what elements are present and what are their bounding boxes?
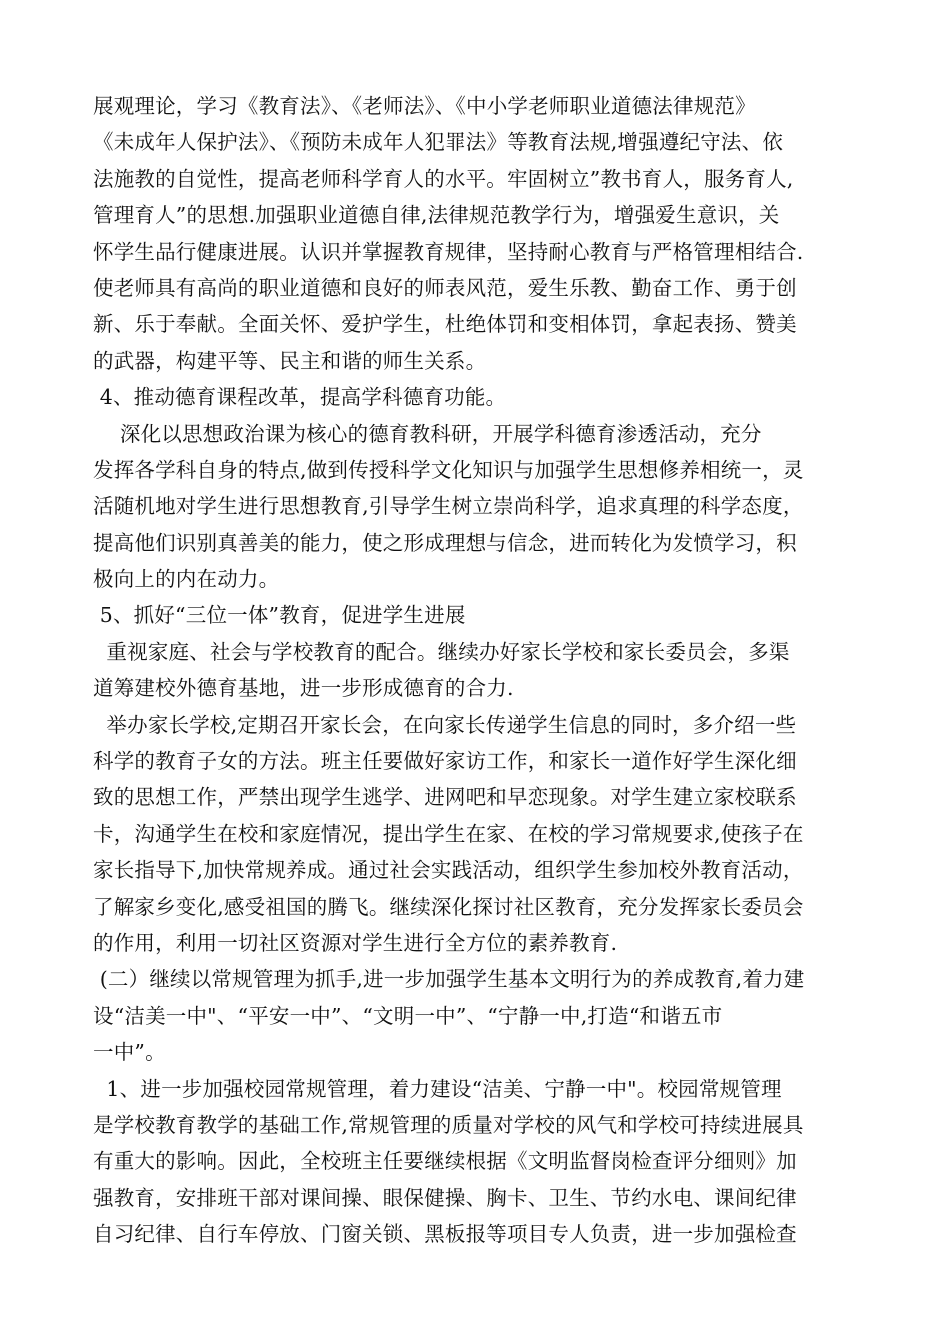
section-heading: (二）继续以常规管理为抓手,进一步加强学生基本文明行为的养成教育,着力建 bbox=[93, 967, 805, 992]
text-line: 使老师具有高尚的职业道德和良好的师表风范，爱生乐教、勤奋工作、勇于创 bbox=[93, 275, 797, 300]
text-line: 了解家乡变化,感受祖国的腾飞。继续深化探讨社区教育，充分发挥家长委员会 bbox=[93, 894, 804, 919]
text-line: 科学的教育子女的方法。班主任要做好家访工作，和家长一道作好学生深化细 bbox=[93, 749, 797, 774]
text-line: 卡，沟通学生在校和家庭情况，提出学生在家、在校的学习常规要求,使孩子在 bbox=[93, 821, 804, 846]
section-heading: 5、抓好“三位一体”教育，促进学生进展 bbox=[93, 603, 466, 628]
text-line: 自习纪律、自行车停放、门窗关锁、黑板报等项目专人负责，进一步加强检查 bbox=[93, 1222, 797, 1247]
text-line: 的武器，构建平等、民主和谐的师生关系。 bbox=[93, 348, 487, 373]
text-line: 重视家庭、社会与学校教育的配合。继续办好家长学校和家长委员会，多渠 bbox=[93, 639, 790, 664]
text-line: 致的思想工作，严禁出现学生逃学、进网吧和早恋现象。对学生建立家校联系 bbox=[93, 785, 797, 810]
text-line: 一中”。 bbox=[93, 1040, 166, 1065]
text-line: 道筹建校外德育基地，进一步形成德育的合力. bbox=[93, 676, 514, 701]
text-line: 发挥各学科自身的特点,做到传授科学文化知识与加强学生思想修养相统一，灵 bbox=[93, 457, 804, 482]
text-line: 家长指导下,加快常规养成。通过社会实践活动，组织学生参加校外教育活动， bbox=[93, 858, 804, 883]
text-line: 设“洁美一中"、“平安一中”、“文明一中”、“宁静一中,打造“和谐五市 bbox=[93, 1003, 723, 1028]
text-line: 管理育人”的思想.加强职业道德自律,法律规范教学行为，增强爱生意识，关 bbox=[93, 203, 780, 228]
text-line: 是学校教育教学的基础工作,常规管理的质量对学校的风气和学校可持续进展具 bbox=[93, 1112, 804, 1137]
text-line: 法施教的自觉性，提高老师科学育人的水平。牢固树立”教书育人，服务育人, bbox=[93, 166, 794, 191]
section-heading: 4、推动德育课程改革，提高学科德育功能。 bbox=[93, 385, 507, 410]
text-line: 举办家长学校,定期召开家长会，在向家长传递学生信息的同时，多介绍一些 bbox=[93, 712, 797, 737]
text-line: 深化以思想政治课为核心的德育教科研，开展学科德育渗透活动，充分 bbox=[93, 421, 762, 446]
body-text bbox=[93, 88, 862, 1253]
text-line: 有重大的影响。因此，全校班主任要继续根据《文明监督岗检查评分细则》加 bbox=[93, 1149, 797, 1174]
text-line: 活随机地对学生进行思想教育,引导学生树立崇尚科学，追求真理的科学态度， bbox=[93, 494, 804, 519]
text-line: 提高他们识别真善美的能力，使之形成理想与信念，进而转化为发愤学习，积 bbox=[93, 530, 797, 555]
text-line: 新、乐于奉献。全面关怀、爱护学生，杜绝体罚和变相体罚，拿起表扬、赞美 bbox=[93, 312, 797, 337]
text-line: 强教育，安排班干部对课间操、眼保健操、胸卡、卫生、节约水电、课间纪律 bbox=[93, 1185, 797, 1210]
text-line: 的作用，利用一切社区资源对学生进行全方位的素养教育. bbox=[93, 930, 618, 955]
text-line: 怀学生品行健康进展。认识并掌握教育规律，坚持耐心教育与严格管理相结合. bbox=[93, 239, 804, 264]
text-line: 1、进一步加强校园常规管理，着力建设“洁美、宁静一中"。校园常规管理 bbox=[93, 1076, 782, 1101]
text-line: 极向上的内在动力。 bbox=[93, 567, 280, 592]
text-line: 展观理论，学习《教育法》、《老师法》、《中小学老师职业道德法律规范》 bbox=[93, 94, 756, 118]
text-line: 《未成年人保护法》、《预防未成年人犯罪法》等教育法规,增强遵纪守法、依 bbox=[93, 130, 784, 155]
